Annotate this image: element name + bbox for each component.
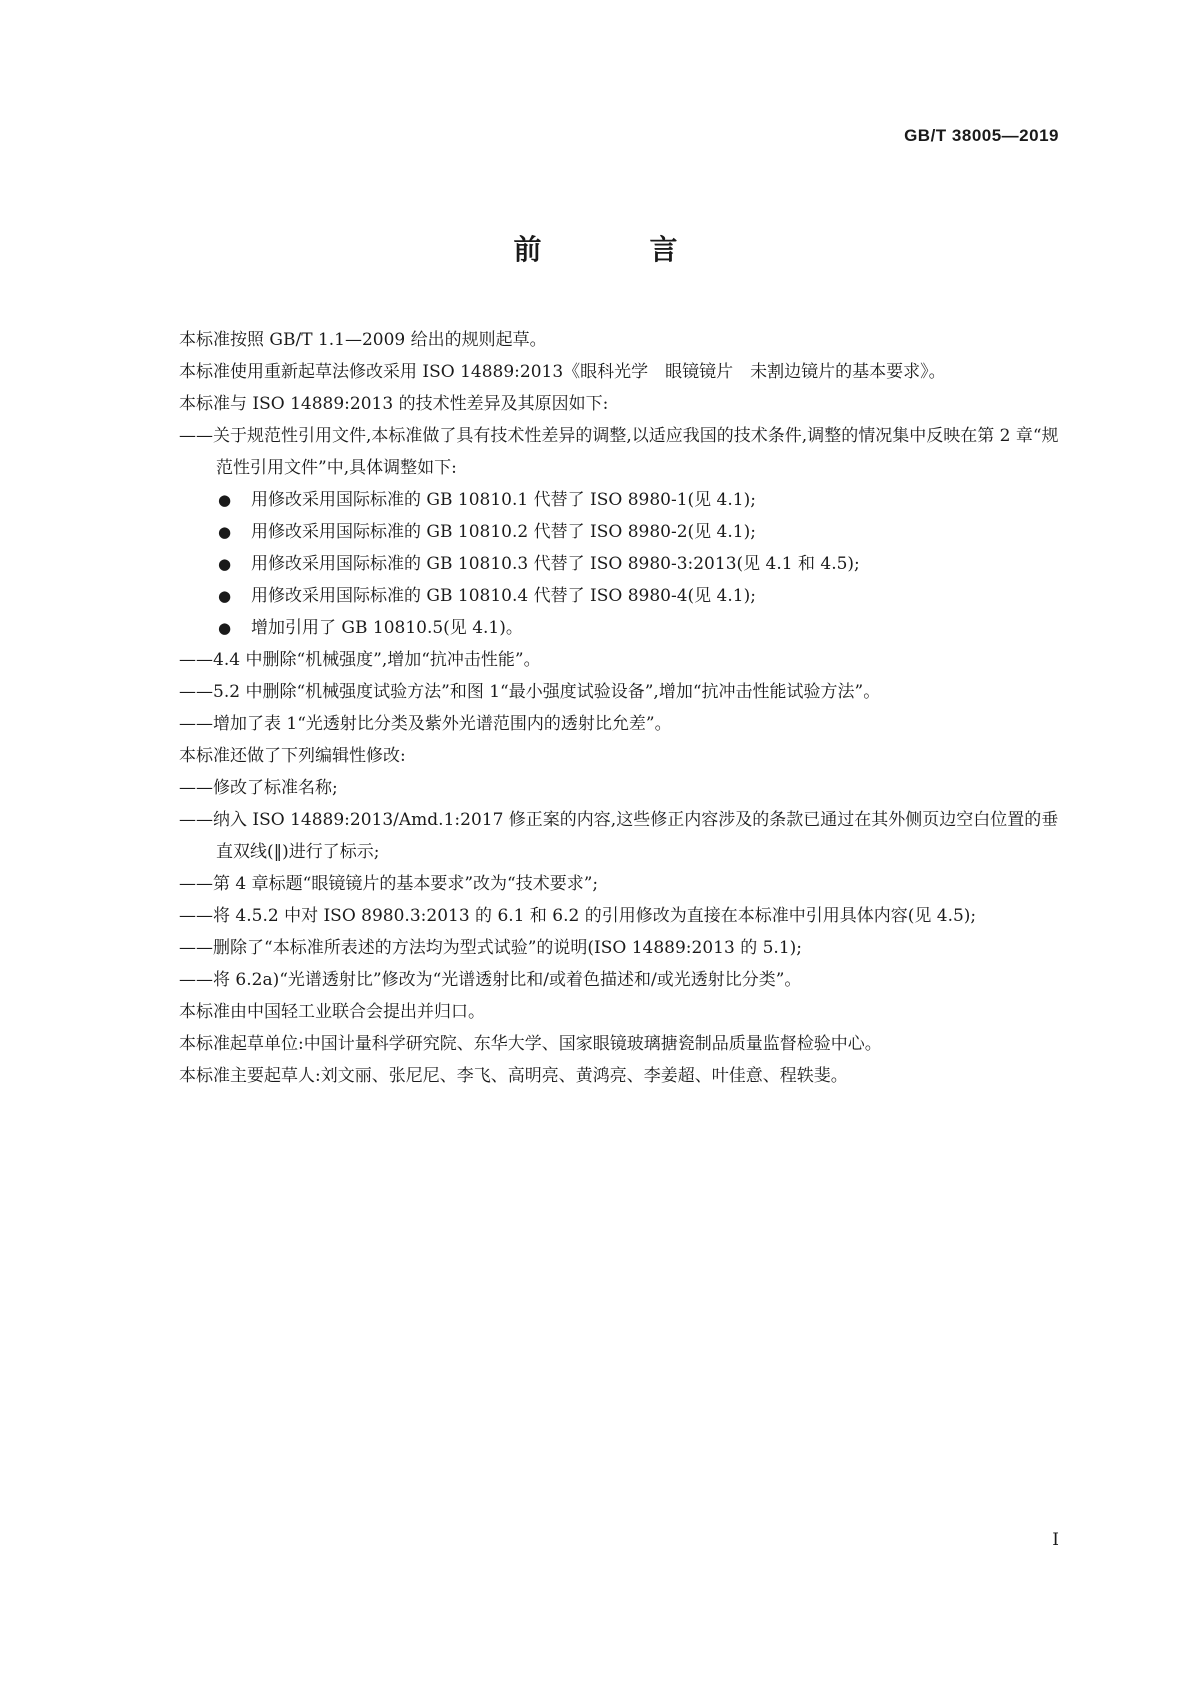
bullet-text: 用修改采用国际标准的 GB 10810.4 代替了 ISO 8980-4(见 4.1); xyxy=(251,586,756,606)
page-number: I xyxy=(1052,1530,1059,1550)
bullet-item xyxy=(125,580,1060,612)
bullet-item xyxy=(125,516,1060,548)
list-item-normative-references: ——关于规范性引用文件,本标准做了具有技术性差异的调整,以适应我国的技术条件,调整的情况集中反映在第 2 章“规范性引用文件”中,具体调整如下: xyxy=(179,426,1059,478)
bullet-text: 用修改采用国际标准的 GB 10810.1 代替了 ISO 8980-1(见 4.1); xyxy=(251,490,756,510)
bullet-item xyxy=(125,548,1060,580)
bullet-item xyxy=(125,484,1060,516)
bullet-text: 用修改采用国际标准的 GB 10810.2 代替了 ISO 8980-2(见 4.1); xyxy=(251,522,756,542)
list-item-title-changed: ——修改了标准名称; xyxy=(179,778,338,798)
bullet-icon: ● xyxy=(218,587,232,605)
page-title: 前 言 xyxy=(513,233,718,266)
paragraph-editorial-changes: 本标准还做了下列编辑性修改: xyxy=(179,746,406,766)
bullet-text: 增加引用了 GB 10810.5(见 4.1)。 xyxy=(251,618,523,638)
list-item-type-test-removed: ——删除了“本标准所表述的方法均为型式试验”的说明(ISO 14889:2013 的 5.1); xyxy=(179,938,802,958)
paragraph-proposer: 本标准由中国轻工业联合会提出并归口。 xyxy=(179,1002,485,1022)
list-item-reference-change: ——将 4.5.2 中对 ISO 8980.3:2013 的 6.1 和 6.2 的引用修改为直接在本标准中引用具体内容(见 4.5); xyxy=(179,906,977,926)
bullet-item xyxy=(125,612,1060,644)
paragraph-adoption: 本标准使用重新起草法修改采用 ISO 14889:2013《眼科光学 眼镜镜片 未割边镜片的基本要求》。 xyxy=(179,362,946,382)
bullet-text: 用修改采用国际标准的 GB 10810.3 代替了 ISO 8980-3:2013(见 4.1 和 4.5); xyxy=(251,554,860,574)
list-item-test-method: ——5.2 中删除“机械强度试验方法”和图 1“最小强度试验设备”,增加“抗冲击性能试验方法”。 xyxy=(179,682,881,702)
paragraph-drafting-units: 本标准起草单位:中国计量科学研究院、东华大学、国家眼镜玻璃搪瓷制品质量监督检验中心。 xyxy=(179,1034,882,1054)
bullet-icon: ● xyxy=(218,555,232,573)
paragraph-drafters: 本标准主要起草人:刘文丽、张尼尼、李飞、高明亮、黄鸿亮、李姜超、叶佳意、程轶斐。 xyxy=(179,1066,848,1086)
foreword-body xyxy=(125,324,1060,1092)
bullet-icon: ● xyxy=(218,619,232,637)
bullet-icon: ● xyxy=(218,491,232,509)
standard-code: GB/T 38005—2019 xyxy=(904,126,1059,145)
list-item-amendment: ——纳入 ISO 14889:2013/Amd.1:2017 修正案的内容,这些修正内容涉及的条款已通过在其外侧页边空白位置的垂直双线(‖)进行了标示; xyxy=(179,810,1059,862)
list-item-table-added: ——增加了表 1“光透射比分类及紫外光谱范围内的透射比允差”。 xyxy=(179,714,672,734)
paragraph-drafting-rules: 本标准按照 GB/T 1.1—2009 给出的规则起草。 xyxy=(179,330,547,350)
bullet-icon: ● xyxy=(218,523,232,541)
list-item-spectral-change: ——将 6.2a)“光谱透射比”修改为“光谱透射比和/或着色描述和/或光透射比分类”。 xyxy=(179,970,802,990)
list-item-impact-resistance: ——4.4 中删除“机械强度”,增加“抗冲击性能”。 xyxy=(179,650,541,670)
list-item-chapter-title: ——第 4 章标题“眼镜镜片的基本要求”改为“技术要求”; xyxy=(179,874,599,894)
paragraph-technical-differences: 本标准与 ISO 14889:2013 的技术性差异及其原因如下: xyxy=(179,394,609,414)
